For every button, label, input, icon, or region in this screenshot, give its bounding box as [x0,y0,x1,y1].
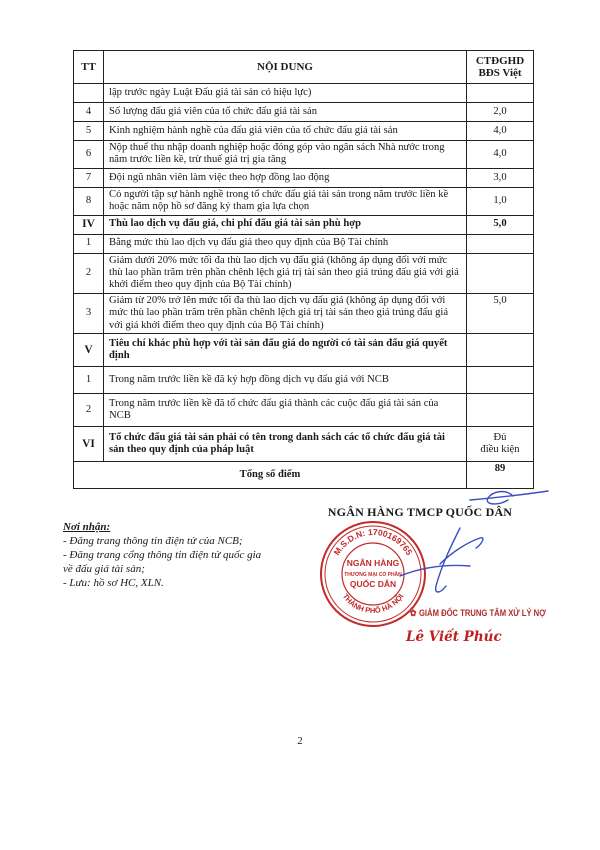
row-score [467,394,534,427]
section-title: Thù lao dịch vụ đấu giá, chi phí đấu giá tài sản phù hợp [104,215,467,234]
row-number: 8 [74,187,104,215]
organization-name: NGÂN HÀNG TMCP QUỐC DÂN [327,505,513,519]
row-score: 1,0 [467,187,534,215]
seal-center-line1: NGÂN HÀNG [346,558,400,568]
section-score-line1: Đủ [493,431,507,443]
section-number: V [74,334,104,367]
section-score [467,334,534,367]
row-score [467,367,534,394]
row-number: 5 [74,122,104,141]
row-number: 3 [74,293,104,333]
section-row-vi [74,427,534,462]
recipient-line: - Đăng trang thông tin điện tử của NCB; [63,535,243,547]
row-content: Số lượng đấu giá viên của tổ chức đấu giá tài sản [104,103,467,122]
row-score [467,253,534,293]
signer-role-text: GIÁM ĐỐC TRUNG TÂM XỬ LÝ NỢ [418,608,546,618]
row-number: 4 [74,103,104,122]
row-number: 7 [74,168,104,187]
recipient-line: - Lưu: hồ sơ HC, XLN. [63,577,164,589]
table-row [74,187,534,215]
recipients-header: Nơi nhận: [63,521,111,533]
header-tt: TT [74,51,104,84]
seal-center-line2: THƯƠNG MẠI CỔ PHẦN [344,572,402,578]
section-row-v [74,334,534,367]
handwritten-signature [230,468,560,616]
row-content: Bằng mức thù lao dịch vụ đấu giá theo quy định của Bộ Tài chính [104,234,467,253]
row-score: 4,0 [467,141,534,169]
total-score: 89 [467,462,534,489]
table-row [74,141,534,169]
table-row [74,394,534,427]
page-number: 2 [297,735,303,747]
row-content: Giảm dưới 20% mức tối đa thù lao dịch vụ đấu giá (không áp dụng đối với mức thù lao phần trăm trên phần chênh lệch giá trị tài sản theo giá trúng đấu giá với giá khởi điểm theo quy định của Bộ Tài chính) [104,253,467,293]
section-score [467,427,534,462]
row-score: 5,0 [467,293,534,333]
row-score: 3,0 [467,168,534,187]
row-score: 2,0 [467,103,534,122]
row-content: Có người tập sự hành nghề trong tổ chức đấu giá tài sản trong năm trước liền kề hoặc năm nộp hồ sơ đăng ký tham gia lựa chọn [104,187,467,215]
table-row [74,367,534,394]
row-number: 2 [74,394,104,427]
section-title: Tổ chức đấu giá tài sản phải có tên trong danh sách các tổ chức đấu giá tài sản theo quy định của pháp luật [104,427,467,462]
table-row [74,103,534,122]
row-content: Trong năm trước liền kề đã tổ chức đấu giá thành các cuộc đấu giá tài sản của NCB [104,394,467,427]
section-number: IV [74,215,104,234]
recipient-line: - Đăng trang cổng thông tin điện tử quốc gia về đấu giá tài sản; [63,549,262,575]
header-content: NỘI DUNG [104,51,467,84]
table-row [74,253,534,293]
row-number: 2 [74,253,104,293]
row-number: 1 [74,367,104,394]
section-number: VI [74,427,104,462]
role-bullet-icon: ✿ [410,608,417,618]
table-header-row [74,51,534,84]
row-content: Đội ngũ nhân viên làm việc theo hợp đồng lao động [104,168,467,187]
seal-bottom-text: THÀNH PHỐ HÀ NỘI [340,591,406,616]
section-title: Tiêu chí khác phù hợp với tài sản đấu giá do người có tài sản đấu giá quyết định [104,334,467,367]
signer-name: Lê Viết Phúc [406,629,502,645]
table-row [74,168,534,187]
row-content: Kinh nghiệm hành nghề của đấu giá viên của tổ chức đấu giá tài sản [104,122,467,141]
row-score: 4,0 [467,122,534,141]
row-content: Nộp thuế thu nhập doanh nghiệp hoặc đóng góp vào ngân sách Nhà nước trong năm trước liền kề, trừ thuế giá trị gia tăng [104,141,467,169]
header-score [467,51,534,84]
row-score [467,234,534,253]
header-score-line2: BĐS Việt [478,67,522,79]
total-label: Tổng số điểm [74,462,467,489]
section-score: 5,0 [467,215,534,234]
table-row [74,84,534,103]
section-score-line2: điều kiện [480,444,520,456]
row-number: 6 [74,141,104,169]
scoring-table [73,50,534,489]
continuation-text: lập trước ngày Luật Đấu giá tài sản có hiệu lực) [104,84,467,103]
seal-center-line3: QUỐC DÂN [349,579,397,589]
table-row [74,122,534,141]
seal-top-text: M.S.D.N: 1700169765 [331,526,415,557]
table-row [74,293,534,333]
table-row [74,234,534,253]
row-content: Giảm từ 20% trở lên mức tối đa thù lao dịch vụ đấu giá (không áp dụng đối với mức thù lao phần trăm trên phần chênh lệch giá trị tài sản theo giá trúng đấu giá với giá khởi điểm theo quy định của Bộ Tài chính) [104,293,467,333]
section-row-iv [74,215,534,234]
row-content: Trong năm trước liền kề đã ký hợp đồng dịch vụ đấu giá với NCB [104,367,467,394]
row-number: 1 [74,234,104,253]
header-score-line1: CTĐGHD [475,54,525,67]
